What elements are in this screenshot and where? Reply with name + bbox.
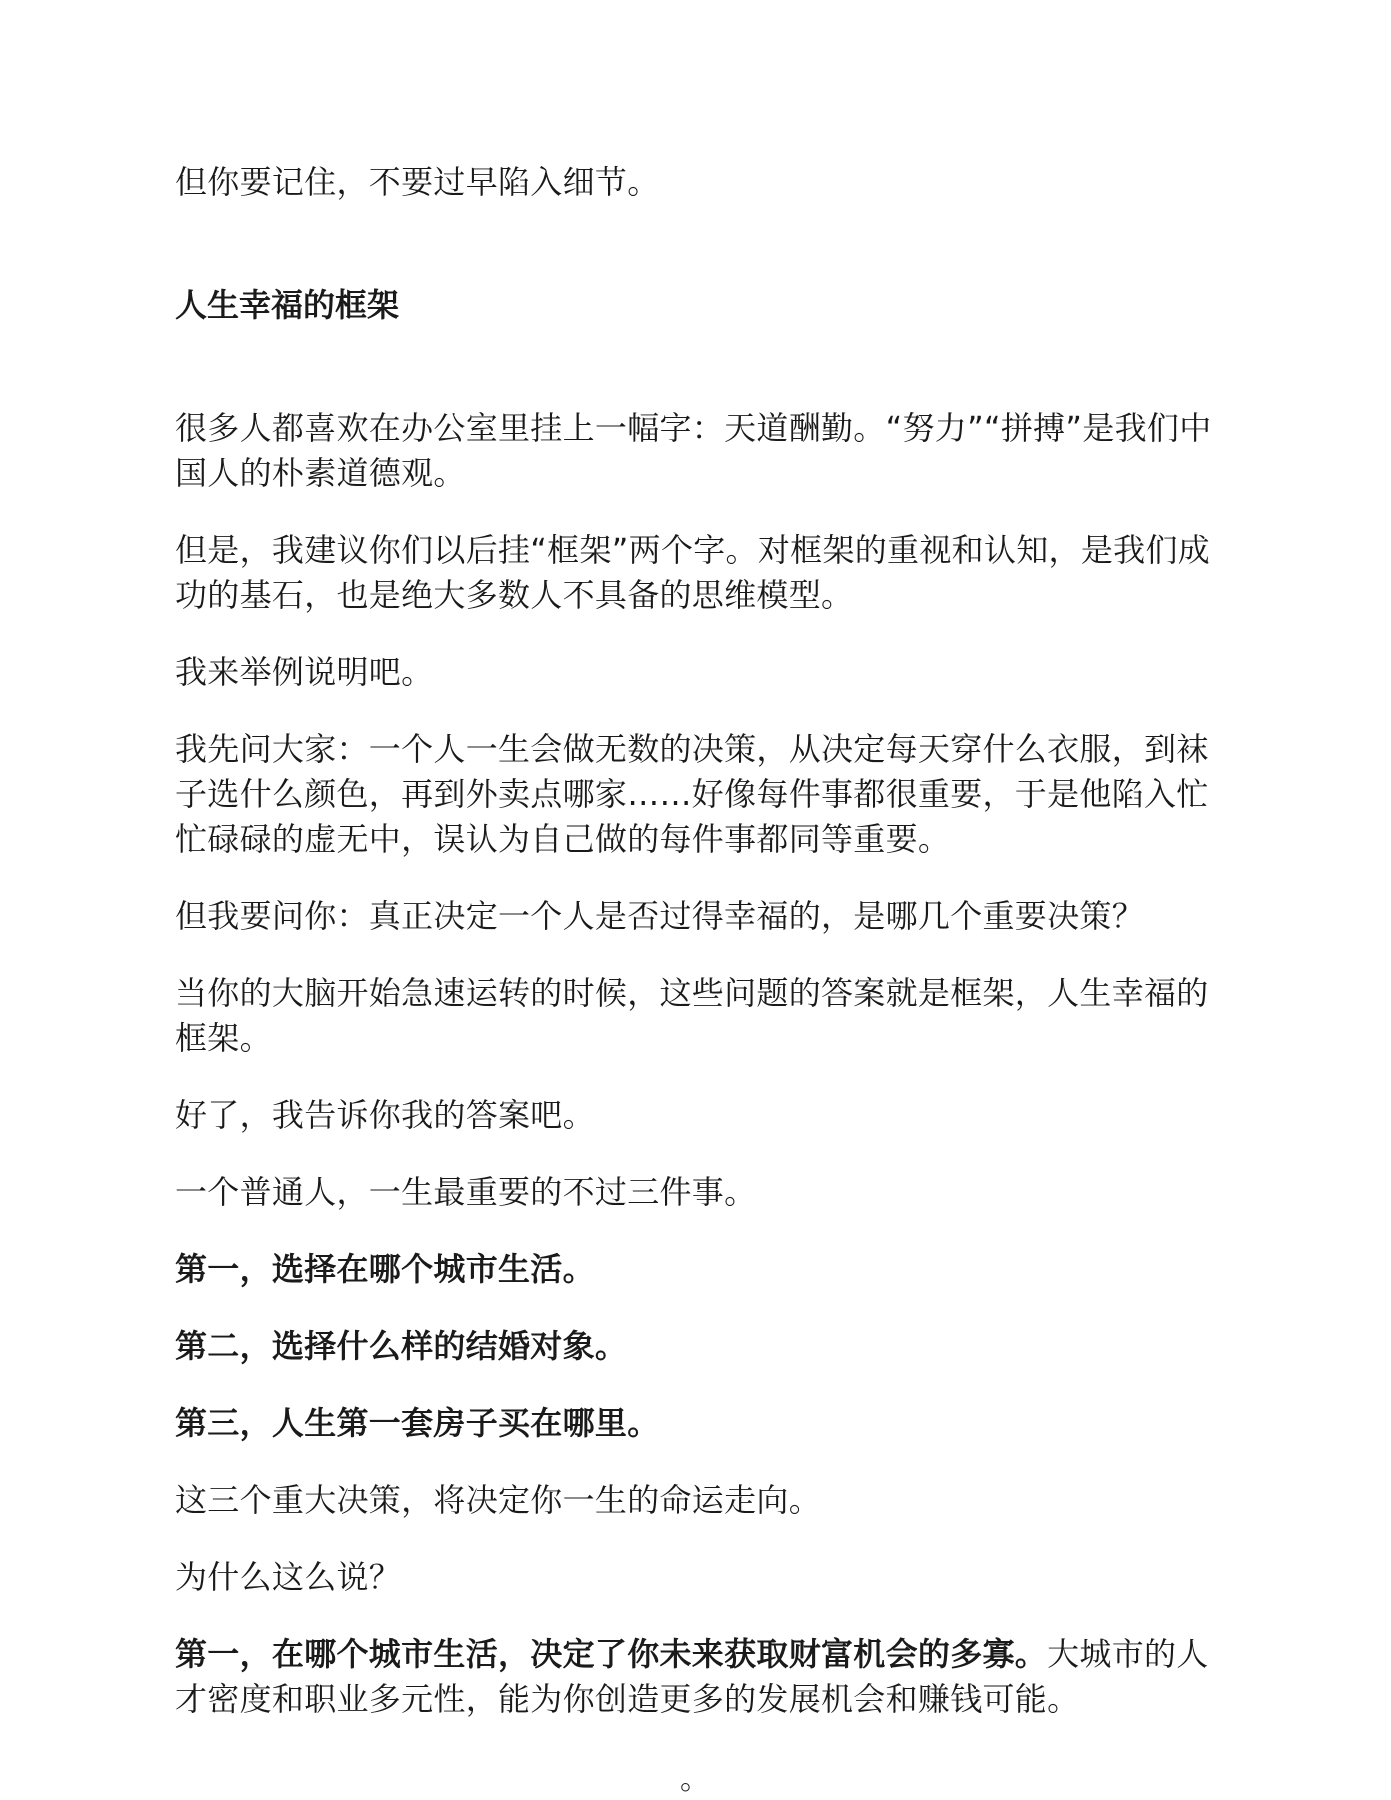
paragraph-example: 我来举例说明吧。 xyxy=(175,653,434,691)
paragraph-destiny: 这三个重大决策，将决定你一生的命运走向。 xyxy=(175,1481,822,1519)
city-reason-rest: 大城市的人才密度和职业多元性，能为你创造更多的发展机会和赚钱可能。 xyxy=(175,1635,1209,1718)
paragraph-intro: 但你要记住，不要过早陷入细节。 xyxy=(175,163,660,201)
section-heading: 人生幸福的框架 xyxy=(175,286,400,324)
paragraph-framework-suggestion: 但是，我建议你们以后挂“框架”两个字。对框架的重视和认知，是我们成功的基石，也是绝大多数人不具备的思维模型。 xyxy=(175,531,1211,614)
paragraph-answer-framework: 当你的大脑开始急速运转的时候，这些问题的答案就是框架，人生幸福的框架。 xyxy=(175,974,1209,1057)
document-body xyxy=(175,160,1225,1722)
footer-mark: 。 xyxy=(680,1762,710,1797)
point-first-city: 第一，选择在哪个城市生活。 xyxy=(175,1250,595,1288)
point-third-house: 第三，人生第一套房子买在哪里。 xyxy=(175,1404,660,1442)
point-second-spouse: 第二，选择什么样的结婚对象。 xyxy=(175,1327,628,1365)
paragraph-three-things: 一个普通人，一生最重要的不过三件事。 xyxy=(175,1173,757,1211)
city-reason-bold: 第一，在哪个城市生活，决定了你未来获取财富机会的多寡。 xyxy=(175,1635,1048,1673)
paragraph-my-answer: 好了，我告诉你我的答案吧。 xyxy=(175,1096,595,1134)
paragraph-decisions: 我先问大家：一个人一生会做无数的决策，从决定每天穿什么衣服，到袜子选什么颜色，再到外卖点哪家……好像每件事都很重要，于是他陷入忙忙碌碌的虚无中，误认为自己做的每件事都同等重要。 xyxy=(175,730,1209,858)
paragraph-motto: 很多人都喜欢在办公室里挂上一幅字：天道酬勤。“努力”“拼搏”是我们中国人的朴素道德观。 xyxy=(175,409,1212,492)
paragraph-question: 但我要问你：真正决定一个人是否过得幸福的，是哪几个重要决策？ xyxy=(175,897,1145,935)
paragraph-why: 为什么这么说？ xyxy=(175,1558,402,1596)
paragraph-city-reason xyxy=(175,1632,1225,1722)
